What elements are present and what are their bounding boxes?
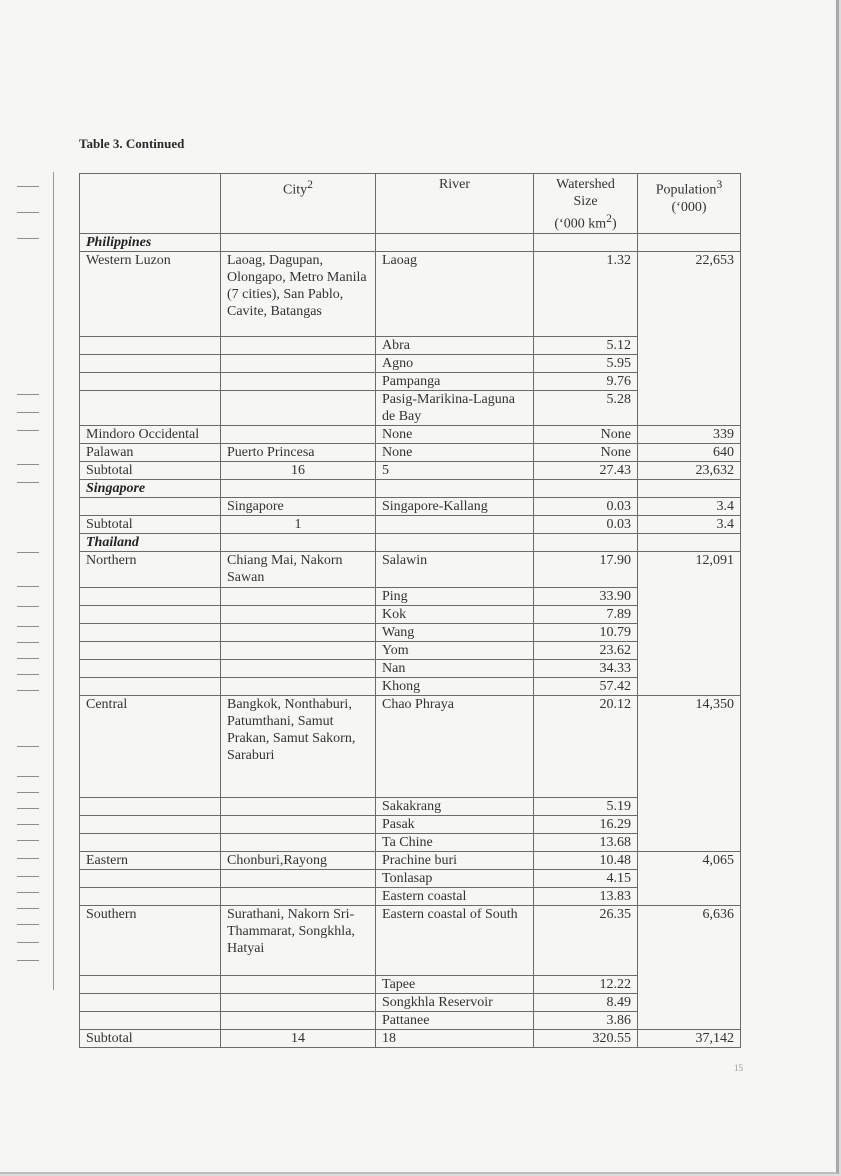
watershed-cell: 57.42 [534,677,638,695]
watershed-cell: 10.48 [534,851,638,869]
river-cell: Prachine buri [376,851,534,869]
table-row [80,695,741,797]
region-cell: Mindoro Occidental [80,425,221,443]
margin-tick [17,942,39,943]
watershed-cell: 9.76 [534,372,638,390]
river-cell: Abra [376,336,534,354]
table-row [80,851,741,869]
watershed-cell: 3.86 [534,1011,638,1029]
table-row [80,425,741,443]
river-cell: Chao Phraya [376,695,534,797]
river-cell: Songkhla Reservoir [376,993,534,1011]
region-cell: Northern [80,551,221,587]
margin-tick [17,626,39,627]
header-watershed: Watershed Size (‘000 $km^2$) [534,174,638,234]
footnote-mark: 3 [716,178,723,191]
watershed-cell: 5.19 [534,797,638,815]
subtotal-cities: 1 [221,515,376,533]
population-cell: 22,653 [638,251,741,425]
margin-tick [17,642,39,643]
watershed-cell: 8.49 [534,993,638,1011]
margin-tick [17,464,39,465]
watershed-cell: 5.28 [534,390,638,425]
margin-tick [17,892,39,893]
watershed-cell: 13.83 [534,887,638,905]
margin-tick [17,552,39,553]
river-cell: Eastern coastal of South [376,905,534,975]
population-cell: 640 [638,443,741,461]
population-cell: 6,636 [638,905,741,1029]
country-heading: Philippines [80,233,221,251]
watershed-cell: 5.95 [534,354,638,372]
subtotal-rivers: 5 [376,461,534,479]
watershed-cell: 26.35 [534,905,638,975]
watershed-cell: 17.90 [534,551,638,587]
region-cell: Central [80,695,221,797]
region-cell: Palawan [80,443,221,461]
city-cell: Surathani, Nakorn Sri-Thammarat, Songkhla, Hatyai [221,905,376,975]
region-cell: Southern [80,905,221,975]
margin-tick-strip [3,172,54,990]
margin-tick [17,186,39,187]
subtotal-cities: 16 [221,461,376,479]
table-row [80,905,741,975]
watershed-cell: 0.03 [534,497,638,515]
margin-tick [17,690,39,691]
watershed-cell: 20.12 [534,695,638,797]
river-cell: Kok [376,605,534,623]
margin-tick [17,606,39,607]
subtotal-label: Subtotal [80,1029,221,1047]
city-cell: Puerto Princesa [221,443,376,461]
river-cell: None [376,443,534,461]
river-cell: Eastern coastal [376,887,534,905]
margin-tick [17,792,39,793]
margin-tick [17,746,39,747]
margin-tick [17,924,39,925]
table-row [80,251,741,336]
header-population: Population$^3$ (‘000) [638,174,741,234]
table-row [80,443,741,461]
city-cell: Chiang Mai, Nakorn Sawan [221,551,376,587]
river-cell: Pattanee [376,1011,534,1029]
city-cell: Singapore [221,497,376,515]
city-cell: Chonburi,Rayong [221,851,376,869]
watershed-cell: 10.79 [534,623,638,641]
region-cell: Western Luzon [80,251,221,336]
river-cell: Agno [376,354,534,372]
subtotal-watershed: 0.03 [534,515,638,533]
river-cell: Salawin [376,551,534,587]
table-row [80,233,741,251]
margin-tick [17,658,39,659]
watershed-cell: 12.22 [534,975,638,993]
subtotal-population: 23,632 [638,461,741,479]
header-row [80,174,741,234]
river-cell: Ping [376,587,534,605]
subtotal-watershed: 320.55 [534,1029,638,1047]
margin-tick [17,212,39,213]
table-row [80,479,741,497]
subtotal-label: Subtotal [80,461,221,479]
subtotal-rivers: 18 [376,1029,534,1047]
watershed-cell: 23.62 [534,641,638,659]
country-heading: Thailand [80,533,221,551]
river-cell: Tapee [376,975,534,993]
header-city: City$^2$ [221,174,376,234]
watershed-cell: 1.32 [534,251,638,336]
margin-tick [17,776,39,777]
table-row [80,551,741,587]
region-cell: Eastern [80,851,221,869]
watershed-cell: None [534,443,638,461]
table-row [80,533,741,551]
population-cell: 339 [638,425,741,443]
table-caption: Table 3. Continued [79,136,185,151]
river-cell: Singapore-Kallang [376,497,534,515]
watershed-cell: 5.12 [534,336,638,354]
page-number: 15 [734,1063,743,1073]
subtotal-population: 3.4 [638,515,741,533]
margin-tick [17,430,39,431]
city-cell: Bangkok, Nonthaburi, Patumthani, Samut Prakan, Samut Sakorn, Saraburi [221,695,376,797]
river-cell: Sakakrang [376,797,534,815]
margin-tick [17,840,39,841]
margin-tick [17,908,39,909]
margin-tick [17,238,39,239]
river-cell: Pampanga [376,372,534,390]
subtotal-population: 37,142 [638,1029,741,1047]
margin-tick [17,808,39,809]
subtotal-row [80,1029,741,1047]
watershed-cell: 33.90 [534,587,638,605]
watershed-cell: None [534,425,638,443]
subtotal-label: Subtotal [80,515,221,533]
watershed-cell: 4.15 [534,869,638,887]
population-cell: 4,065 [638,851,741,905]
river-cell: Yom [376,641,534,659]
table-row [80,497,741,515]
river-cell: None [376,425,534,443]
watershed-cell: 7.89 [534,605,638,623]
river-cell: Tonlasap [376,869,534,887]
river-cell: Laoag [376,251,534,336]
margin-tick [17,586,39,587]
margin-tick [17,412,39,413]
watershed-cell: 16.29 [534,815,638,833]
subtotal-cities: 14 [221,1029,376,1047]
river-cell: Khong [376,677,534,695]
margin-tick [17,824,39,825]
subtotal-row [80,461,741,479]
margin-tick [17,482,39,483]
subtotal-watershed: 27.43 [534,461,638,479]
river-cell: Wang [376,623,534,641]
margin-tick [17,876,39,877]
header-river: River [376,174,534,234]
watershed-cell: 34.33 [534,659,638,677]
footnote-mark: 2 [307,178,313,191]
city-cell: Laoag, Dagupan, Olongapo, Metro Manila (7 cities), San Pablo, Cavite, Batangas [221,251,376,336]
river-cell: Ta Chine [376,833,534,851]
margin-tick [17,394,39,395]
river-cell: Pasig-Marikina-Laguna de Bay [376,390,534,425]
population-cell: 12,091 [638,551,741,695]
subtotal-row [80,515,741,533]
margin-tick [17,960,39,961]
watershed-cell: 13.68 [534,833,638,851]
country-heading: Singapore [80,479,221,497]
river-cell: Pasak [376,815,534,833]
population-cell: 14,350 [638,695,741,851]
data-table [79,173,741,1048]
margin-tick [17,674,39,675]
margin-tick [17,858,39,859]
population-cell: 3.4 [638,497,741,515]
river-cell: Nan [376,659,534,677]
header-region [80,174,221,234]
